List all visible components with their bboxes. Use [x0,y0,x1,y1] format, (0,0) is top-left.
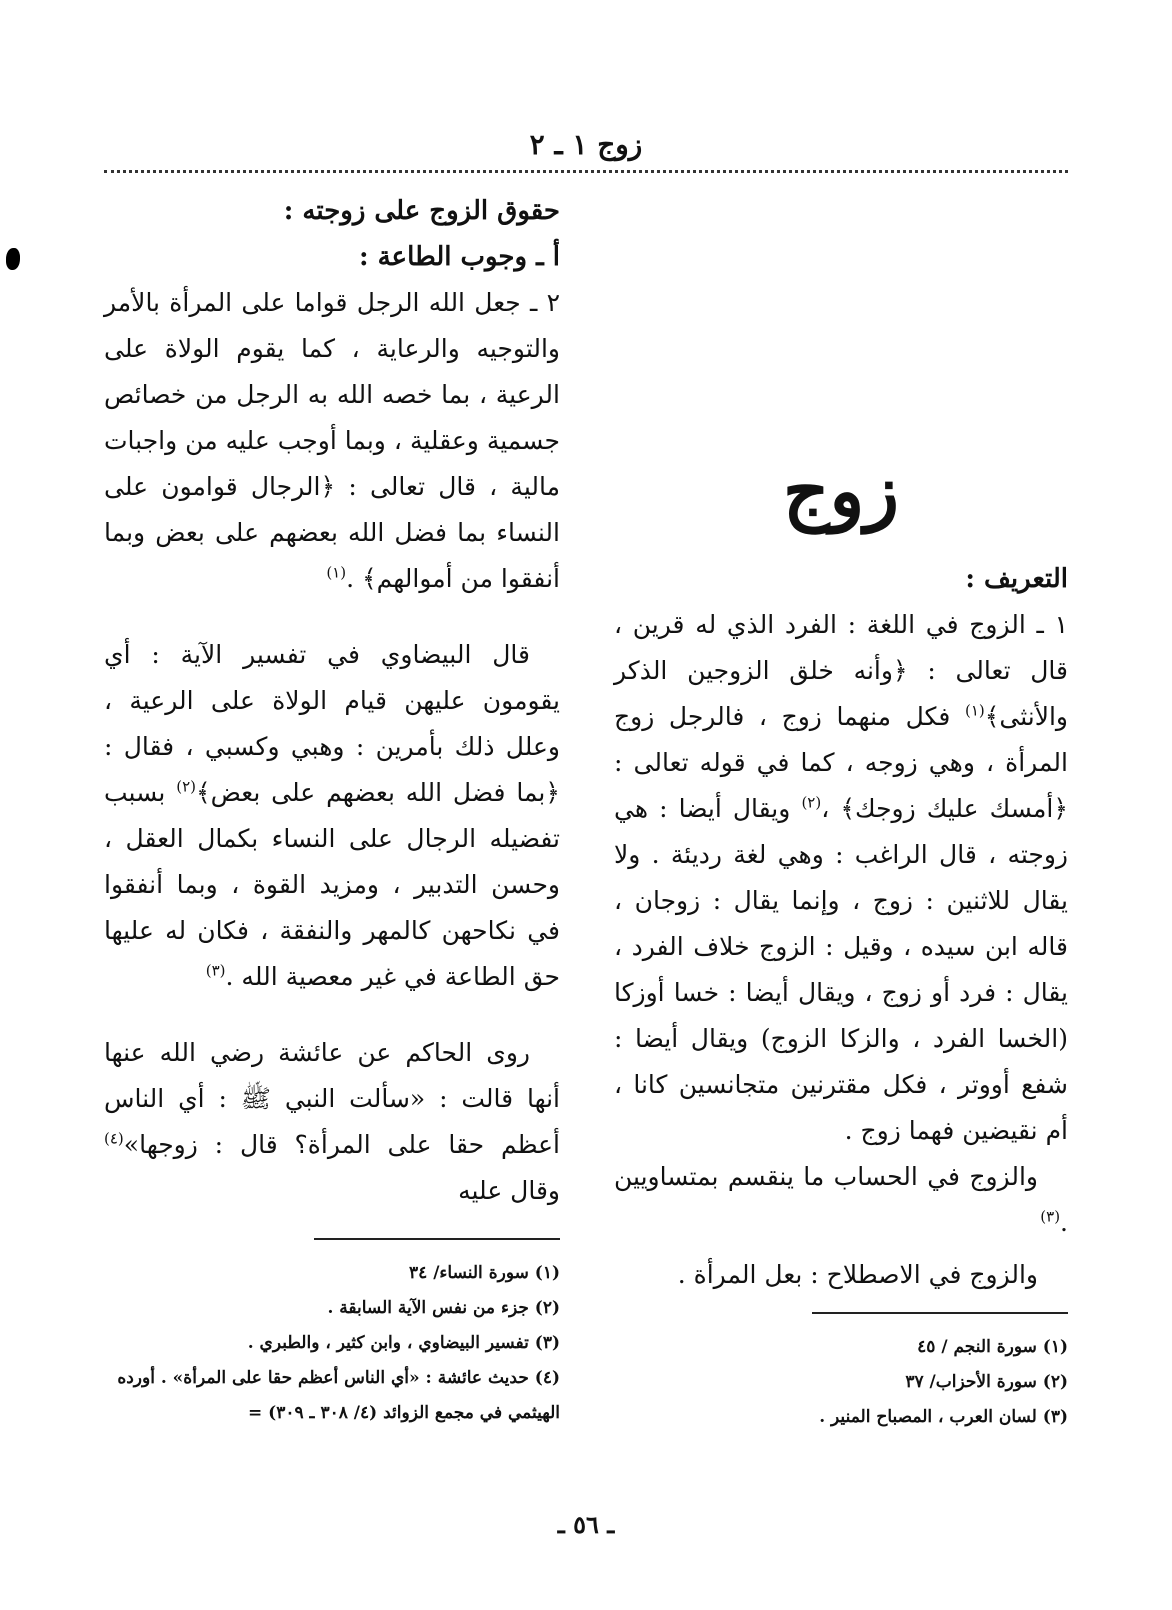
right-column [614,556,1068,1298]
footnote-ref: (٣) [1040,1207,1061,1226]
page-edge-mark [6,248,20,270]
right-footnote-rule [812,1312,1068,1314]
running-header: زوج ١ ـ ٢ [529,128,643,161]
left-column [104,188,560,1214]
left-footnote-rule [314,1238,560,1240]
footnote-ref: (٤) [104,1129,124,1148]
entry-title: زوج [782,448,899,533]
left-footnotes [104,1256,560,1431]
obedience-paragraph: ٢ ـ جعل الله الرجل قواما على المرأة بالأمر والتوجيه والرعاية ، كما يقوم الولاة على الرعية ، بما خصه الله به الرجل من خصائص جسمية وعقلية ، وبما أوجب عليه من واجبات مالية ، قال تعالى : ﴿الرجال قوامون على النساء بما فضل الله بعضهم على بعض وبما أنفقوا من أموالهم﴾ .$^{(١)}$ [104,288,560,593]
definition-heading: التعريف : [965,564,1068,594]
footnote: (٢) سورة الأحزاب/ ٣٧ [905,1372,1068,1392]
terminology-paragraph: والزوج في الاصطلاح : بعل المرأة . [677,1260,1038,1289]
footnote: (٢) جزء من نفس الآية السابقة . [327,1298,560,1318]
footnote-ref: (١) [964,701,985,720]
page-number: ـ ٥٦ ـ [557,1510,615,1539]
footnote: (٤) حديث عائشة : «أي الناس أعظم حقا على المرأة» . أورده الهيثمي في مجمع الزوائد (٤/ ٣٠٨ ـ ٣٠٩) = [117,1368,560,1423]
footnote: (١) سورة النجم / ٤٥ [917,1337,1068,1357]
footnote: (٣) تفسير البيضاوي ، وابن كثير ، والطبري . [247,1333,560,1353]
footnote-ref: (٢) [801,793,822,812]
subsection-heading: أ ـ وجوب الطاعة : [358,242,560,272]
definition-paragraph: ١ ـ الزوج في اللغة : الفرد الذي له قرين ، قال تعالى : ﴿وأنه خلق الزوجين الذكر والأنثى﴾$^{(١)}$ فكل منهما زوج ، فالرجل زوج المرأة ، وهي زوجه ، كما في قوله تعالى : ﴿أمسك عليك زوجك﴾ ،$^{(٢)}$ ويقال أيضا : هي زوجته ، قال الراغب : وهي لغة رديئة . ولا يقال للاثنين : زوج ، وإنما يقال : زوجان ، قاله ابن سيده ، وقيل : الزوج خلاف الفرد ، يقال : فرد أو زوج ، ويقال أيضا : خسا أوزكا (الخسا الفرد ، والزكا الزوج) ويقال أيضا : شفع أووتر ، فكل مقترنين متجانسين كانا ، أم نقيضين فهما زوج . [614,610,1069,1145]
baydawi-paragraph: قال البيضاوي في تفسير الآية : أي يقومون عليهن قيام الولاة على الرعية ، وعلل ذلك بأمرين : وهبي وكسبي ، فقال : ﴿بما فضل الله بعضهم على بعض﴾$^{(٢)}$ بسبب تفضيله الرجال على النساء بكمال العقل ، وحسن التدبير ، ومزيد القوة ، وبما أنفقوا في نكاحهن كالمهر والنفقة ، فكان له عليها حق الطاعة في غير معصية الله .$^{(٣)}$ [104,640,561,991]
hadith-paragraph: روى الحاكم عن عائشة رضي الله عنها أنها قالت : «سألت النبي ﷺ : أي الناس أعظم حقا على المرأة؟ قال : زوجها»$^{(٤)}$ وقال عليه [104,1038,560,1205]
footnote: (١) سورة النساء/ ٣٤ [409,1263,560,1283]
footnote-ref: (١) [326,563,347,582]
section-heading: حقوق الزوج على زوجته : [283,196,560,226]
header-dotted-rule [104,170,1068,173]
footnote: (٣) لسان العرب ، المصباح المنير . [819,1407,1068,1427]
arithmetic-paragraph: والزوج في الحساب ما ينقسم بمتساويين .$^{(٣)}$ [614,1162,1068,1237]
footnote-ref: (٢) [176,777,197,796]
right-footnotes [614,1330,1068,1435]
footnote-ref: (٣) [205,961,226,980]
